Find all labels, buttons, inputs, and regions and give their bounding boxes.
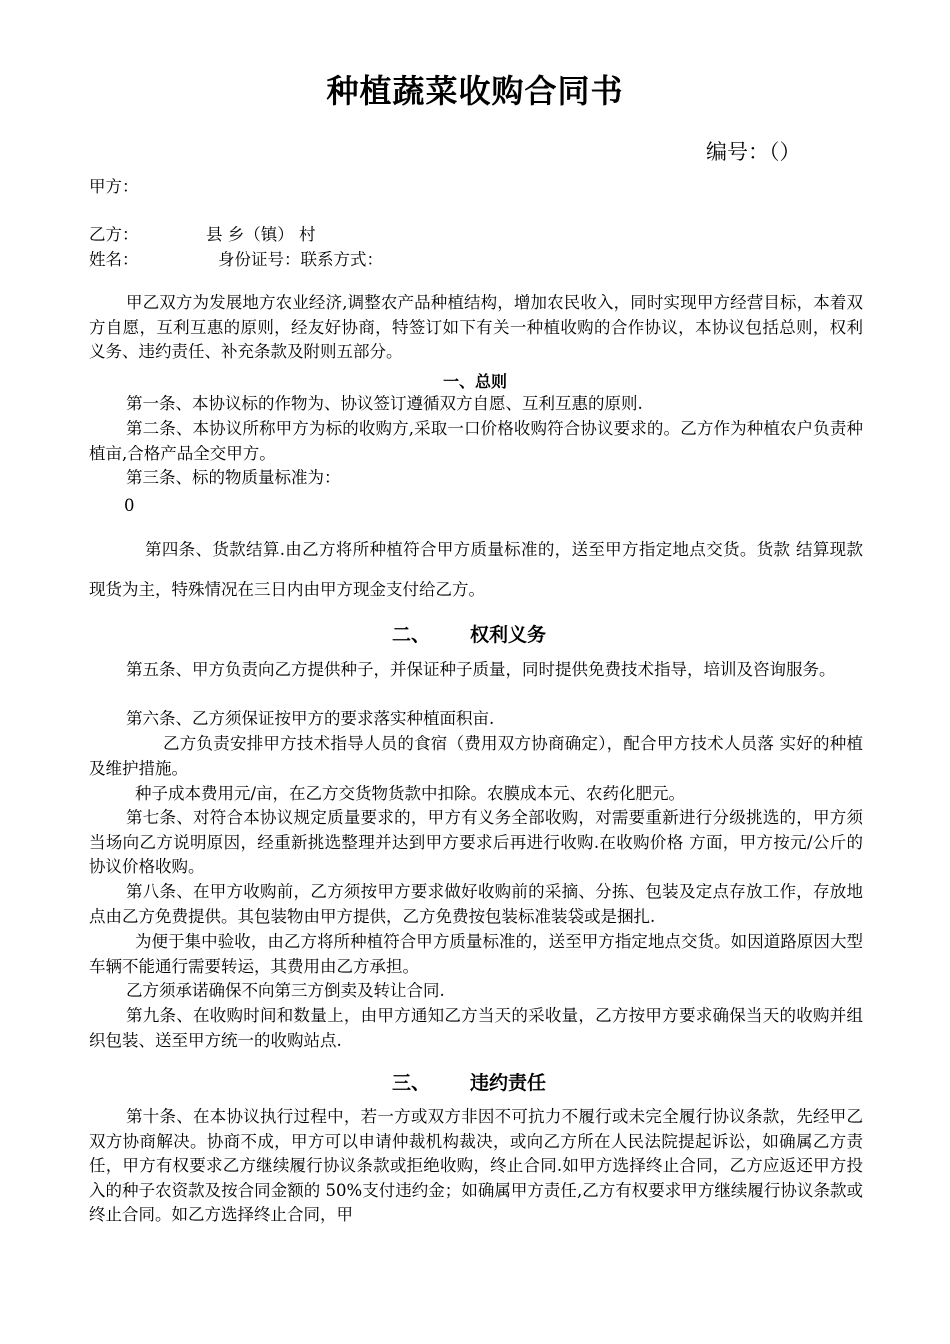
party-b-label: 乙方： bbox=[89, 225, 139, 244]
id-contact-label: 身份证号：联系方式： bbox=[218, 250, 383, 269]
section-2-title: 权利义务 bbox=[470, 624, 547, 646]
contract-number: 编号：（） bbox=[706, 140, 801, 164]
article-1: 第一条、本协议标的作物为、协议签订遵循双方自愿、互利互惠的原则. bbox=[126, 394, 643, 413]
article-2: 第二条、本协议所称甲方为标的收购方,采取一口价格收购符合协议要求的。乙方作为种植农户负责种植亩,合格产品全交甲方。 bbox=[89, 419, 863, 463]
article-9: 第九条、在收购时间和数量上，由甲方通知乙方当天的采收量，乙方按甲方要求确保当天的收购并组织包装、送至甲方统一的收购站点. bbox=[89, 1006, 863, 1050]
name-label: 姓名： bbox=[89, 250, 139, 269]
article-6-c: 种子成本费用元/亩，在乙方交货物货款中扣除。农膜成本元、农药化肥元。 bbox=[135, 784, 686, 803]
article-5: 第五条、甲方负责向乙方提供种子，并保证种子质量，同时提供免费技术指导，培训及咨询服务。 bbox=[126, 660, 836, 679]
article-4: 第四条、货款结算.由乙方将所种植符合甲方质量标准的，送至甲方指定地点交货。货款 结算现款现货为主，特殊情况在三日内由甲方现金支付给乙方。 bbox=[89, 540, 863, 599]
article-7: 第七条、对符合本协议规定质量要求的，甲方有义务全部收购，对需要重新进行分级挑选的，甲方须当场向乙方说明原因，经重新挑选整理并达到甲方要求后再进行收购.在收购价格 方面，甲方按元/公斤的协议价格收购。 bbox=[89, 808, 863, 877]
article-8-b: 为便于集中验收，由乙方将所种植符合甲方质量标准的，送至甲方指定地点交货。如因道路原因大型车辆不能通行需要转运，其费用由乙方承担。 bbox=[89, 932, 863, 976]
quality-standard-value: 0 bbox=[124, 496, 135, 515]
party-b-address: 县 乡（镇） 村 bbox=[206, 225, 316, 244]
article-10: 第十条、在本协议执行过程中，若一方或双方非因不可抗力不履行或未完全履行协议条款，先经甲乙双方协商解决。协商不成，甲方可以申请仲裁机构裁决，或向乙方所在人民法院提起诉讼，如确属乙方责任，甲方有权要求乙方继续履行协议条款或拒绝收购，终止合同.如甲方选择终止合同，乙方应返还甲方投入的种子农资款及按合同金额的 50%支付违约金；如确属甲方责任,乙方有权要求甲方继续履行协议条款或终止合同。如乙方选择终止合同，甲 bbox=[89, 1107, 863, 1225]
article-3: 第三条、标的物质量标准为： bbox=[126, 468, 341, 487]
section-2-number: 二、 bbox=[392, 624, 431, 646]
article-8-c: 乙方须承诺确保不向第三方倒卖及转让合同. bbox=[126, 981, 445, 1000]
intro-paragraph: 甲乙双方为发展地方农业经济,调整农产品种植结构，增加农民收入，同时实现甲方经营目标，本着双方自愿，互利互惠的原则，经友好协商，特签订如下有关一种植收购的合作协议，本协议包括总则，权利义务、违约责任、补充条款及附则五部分。 bbox=[89, 293, 863, 362]
party-a-label: 甲方： bbox=[89, 177, 139, 196]
article-6: 第六条、乙方须保证按甲方的要求落实种植面积亩. bbox=[126, 709, 495, 728]
section-3-title: 违约责任 bbox=[470, 1072, 547, 1094]
document-title: 种植蔬菜收购合同书 bbox=[326, 72, 624, 110]
section-1-heading: 一、总则 bbox=[442, 372, 507, 391]
article-8: 第八条、在甲方收购前，乙方须按甲方要求做好收购前的采摘、分拣、包装及定点存放工作，存放地点由乙方免费提供。其包装物由甲方提供，乙方免费按包装标准装袋或是捆扎. bbox=[89, 882, 863, 926]
article-6-b: 乙方负责安排甲方技术指导人员的食宿（费用双方协商确定），配合甲方技术人员落 实好的种植及维护措施。 bbox=[89, 734, 863, 778]
section-3-heading bbox=[392, 1068, 546, 1095]
section-3-number: 三、 bbox=[392, 1072, 431, 1094]
section-2-heading bbox=[392, 620, 546, 647]
